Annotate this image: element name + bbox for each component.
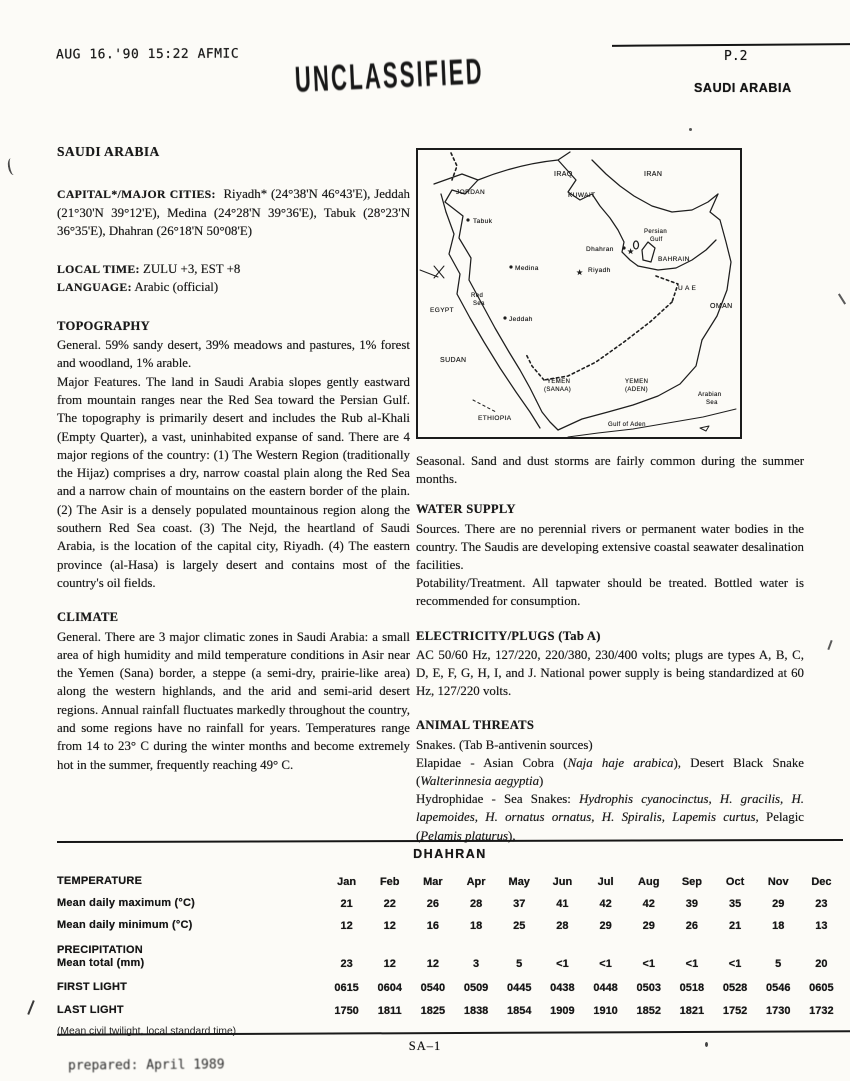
local-time-value: ZULU +3, EST +8 (142, 262, 241, 277)
map-label: IRAQ (554, 171, 573, 178)
table-cell: 1854 (507, 1005, 532, 1017)
water-sources: Sources. There are no perennial rivers or permanent water bodies in the country. The Saudis are developing extensive coastal seawater desalination facilities. (416, 521, 804, 573)
map-city-dot (622, 246, 625, 249)
hydrophidae-text: Hydrophidae - Sea Snakes: (416, 792, 580, 807)
elapidae-text: Elapidae - Asian Cobra ( (416, 755, 568, 770)
table-cell: 18 (469, 920, 483, 932)
table-cell: 1910 (593, 1005, 618, 1017)
table-cell: 23 (340, 958, 353, 970)
electricity-paragraph: AC 50/60 Hz, 127/220, 220/380, 230/400 volts; plugs are types A, B, C, D, E, F, G, H, I, and J. National power supply is being standardized at 60 Hz, 127/220 volts. (416, 647, 804, 699)
prepared-date: prepared: April 1989 (67, 1057, 225, 1074)
table-cell: 0445 (507, 982, 532, 994)
map-label: Sea (706, 400, 718, 406)
map-label: BAHRAIN (658, 256, 690, 263)
map-label: Riyadh (588, 267, 611, 274)
table-cell: 3 (473, 958, 480, 970)
table-cell: 18 (772, 920, 785, 932)
table-cell: <1 (556, 958, 569, 970)
table-row (57, 944, 843, 970)
capital-text: Riyadh* (24°38'N 46°43'E), Jeddah (21°30'N 39°12'E), Medina (24°28'N 39°36'E), Tabuk (28°23'N 36°35'E), Dhahran (26°18'N 50°08'E) (57, 187, 410, 238)
capital-label: CAPITAL*/MAJOR CITIES: (57, 187, 216, 202)
table-cell: 0546 (766, 982, 791, 994)
species-name: Hydrophis cyanocinctus, H. gracilis, H. lapemoides, H. ornatus ornatus, H. Spiralis, Lapemis curtus, (416, 792, 804, 825)
table-cell: 28 (556, 920, 569, 932)
table-cell: 1750 (334, 1005, 359, 1017)
topography-major-features: Major Features. The land in Saudi Arabia slopes gently eastward from mountain ranges near the Red Sea toward the Persian Gulf. The topography is primarily desert and includes the Rub al-Khali (Empty Quarter), a vast, uninhabited expanse of sand. There are 4 major regions of the country: (1) The Western Region (traditionally the Hijaz) comprises a dry, narrow coastal plain along the Red Sea and a narrow chain of mountains on the eastern border of the plain. (2) The Asir is a densely populated mountainous region along the southern Red Sea coast. (3) The Nejd, the heartland of Saudi Arabia, is the location of the capital city, Riyadh. (4) The eastern province (al-Hasa) is largely desert and contains most of the country's oil fields. (57, 374, 410, 590)
table-row (57, 897, 843, 910)
species-name: Naja haje arabica (567, 755, 674, 770)
fax-page-number: P.2 (724, 49, 748, 64)
table-cell: 22 (383, 898, 396, 910)
elapidae-line (416, 754, 804, 790)
climate-heading: CLIMATE (57, 610, 119, 625)
water-potability: Potability/Treatment. All tapwater should be treated. Bottled water is recommended for consumption. (416, 576, 804, 609)
row-label: Mean daily minimum (°C) (57, 919, 193, 931)
language-line (57, 278, 410, 296)
table-cell: 0604 (377, 982, 402, 994)
table-cell: 26 (426, 898, 440, 910)
scan-rule-top-right (612, 43, 850, 47)
table-cell: 12 (383, 958, 396, 970)
table-cell: 16 (426, 920, 440, 932)
table-cell: <1 (599, 958, 612, 970)
local-time-label: LOCAL TIME: (57, 262, 140, 277)
species-name: Walterinnesia aegyptia (420, 774, 540, 789)
climate-table-section (57, 840, 843, 1037)
table-cell: Nov (767, 876, 789, 888)
table-cell: 42 (599, 898, 612, 910)
table-cell: 1825 (420, 1005, 446, 1017)
table-cell: <1 (685, 958, 699, 970)
table-cell: Oct (725, 876, 745, 888)
table-cell: 5 (775, 958, 782, 970)
table-cell: Jan (337, 876, 357, 888)
topography-heading: TOPOGRAPHY (57, 318, 151, 333)
row-label: PRECIPITATION Mean total (mm) (57, 944, 145, 969)
scan-artifact (705, 1042, 708, 1047)
hydrophidae-line (416, 790, 804, 845)
map-label: Dhahran (586, 246, 614, 253)
species-name: Pelamis platurus (420, 828, 509, 843)
table-cell: 1852 (636, 1005, 661, 1017)
table-row (57, 875, 843, 888)
table-cell: <1 (728, 958, 742, 970)
electricity-heading: ELECTRICITY/PLUGS (Tab A) (416, 628, 601, 643)
table-row (57, 919, 843, 932)
map-label: (SANAA) (544, 387, 572, 393)
row-label: FIRST LIGHT (57, 981, 128, 993)
table-cell: 35 (728, 898, 742, 910)
map-label: (ADEN) (625, 387, 649, 393)
table-cell: 1732 (809, 1005, 834, 1017)
table-cell: 12 (340, 920, 353, 932)
table-cell: 12 (426, 958, 440, 970)
map-label: OMAN (710, 303, 733, 310)
table-cell: Sep (681, 876, 702, 888)
table-cell: 29 (599, 920, 612, 932)
topography-general: General. 59% sandy desert, 39% meadows and pastures, 1% forest and woodland, 1% arable. (57, 338, 410, 371)
fax-header-line: AUG 16.'90 15:22 AFMIC (55, 46, 240, 63)
scan-artifact (7, 157, 19, 175)
map-label: EGYPT (430, 307, 455, 314)
table-row (57, 981, 843, 994)
table-cell: 21 (340, 898, 353, 910)
table-cell: 0448 (593, 982, 618, 994)
climate-paragraph: General. There are 3 major climatic zones in Saudi Arabia: a small area of high humidity and mild temperature conditions in Asir near the Yemen (Sana) border, a steppe (a semi-dry, prairie-like area) along the western highlands, and the arid and semi-arid desert regions. Annual rainfall fluctuates markedly throughout the country, and some regions have no rainfall for years. Temperatures range from 14 to 23° C during the winter months and become extremely hot in the summer, frequently reaching 49° C. (57, 629, 410, 772)
map-label: Sea (473, 301, 485, 307)
climate-table (57, 875, 843, 1017)
table-note: (Mean civil twilight, local standard time) (57, 1026, 237, 1037)
table-cell: 37 (513, 898, 526, 910)
map-label: Gulf of Aden (608, 422, 646, 428)
map-label: SUDAN (440, 357, 467, 364)
table-cell: 0438 (550, 982, 575, 994)
table-cell: <1 (642, 958, 656, 970)
table-cell: 1811 (377, 1005, 402, 1017)
local-time-line (57, 260, 410, 278)
water-supply-heading: WATER SUPPLY (416, 502, 516, 517)
table-cell: 1752 (722, 1005, 748, 1017)
map-label: IRAN (644, 171, 663, 178)
map-label: Tabuk (473, 218, 493, 225)
seasonal-paragraph: Seasonal. Sand and dust storms are fairly common during the summer months. (416, 454, 804, 487)
table-cell: Jun (552, 876, 573, 888)
map-label: ETHIOPIA (478, 415, 512, 422)
map-label: JORDAN (456, 189, 486, 196)
map-label: KUWAIT (568, 192, 596, 199)
table-cell: Aug (638, 876, 660, 888)
table-cell: 5 (516, 958, 523, 970)
map-label: U A E (678, 285, 697, 292)
table-cell: 0605 (809, 982, 834, 994)
map-capital-star: ★ (627, 247, 635, 256)
map-city-dot (466, 218, 469, 221)
map-label: Jeddah (509, 316, 533, 323)
map-label: Red (471, 293, 484, 299)
snakes-line: Snakes. (Tab B-antivenin sources) (416, 737, 593, 752)
table-title: DHAHRAN (413, 847, 487, 861)
table-cell: 0528 (722, 982, 748, 994)
table-cell: 20 (815, 958, 828, 970)
unclassified-stamp: UNCLASSIFIED (294, 51, 485, 101)
right-column (416, 148, 804, 845)
table-cell: 21 (728, 920, 742, 932)
table-cell: 29 (642, 920, 655, 932)
table-cell: Dec (811, 876, 832, 888)
country-header: SAUDI ARABIA (694, 81, 792, 95)
map-label: YEMEN (625, 379, 649, 385)
scan-artifact (689, 128, 692, 131)
table-cell: 23 (815, 898, 828, 910)
language-label: LANGUAGE: (57, 280, 132, 295)
table-cell: 13 (815, 920, 828, 932)
language-value: Arabic (official) (134, 280, 219, 295)
map-label: Medina (515, 265, 539, 272)
map-city-dot (503, 316, 506, 319)
table-cell: May (508, 876, 530, 888)
capital-paragraph (57, 185, 410, 240)
table-cell: 26 (685, 920, 699, 932)
table-row (57, 1004, 843, 1017)
table-cell: 1838 (463, 1005, 489, 1017)
table-cell: 25 (513, 920, 526, 932)
page-code: SA–1 (408, 1039, 442, 1053)
scan-artifact (27, 1000, 34, 1015)
row-label: Mean daily maximum (°C) (57, 897, 195, 909)
table-cell: 0615 (334, 982, 359, 994)
elapidae-text: ), Desert Black Snake ( (416, 755, 804, 789)
saudi-arabia-map (416, 148, 742, 439)
table-cell: 0518 (679, 982, 705, 994)
table-cell: 41 (556, 898, 569, 910)
table-cell: 1821 (679, 1005, 705, 1017)
map-label: Persian (644, 229, 668, 235)
row-label: TEMPERATURE (57, 875, 143, 887)
table-cell: 0509 (463, 982, 489, 994)
saudi-map-svg (418, 150, 740, 437)
hydrophidae-text: Pelagic ( (416, 810, 804, 843)
table-cell: 0503 (636, 982, 661, 994)
map-label: Gulf (650, 237, 663, 243)
table-cell: 1730 (766, 1005, 791, 1017)
hydrophidae-text: ), (508, 828, 516, 843)
table-cell: Apr (466, 876, 486, 888)
scan-artifact (827, 640, 832, 650)
table-cell: 42 (642, 898, 655, 910)
table-cell: Jul (597, 876, 614, 888)
table-cell: Feb (379, 876, 400, 888)
elapidae-text: ) (539, 774, 544, 789)
table-cell: 28 (469, 898, 483, 910)
table-cell: 29 (772, 898, 785, 910)
table-cell: 12 (383, 920, 396, 932)
document-title: SAUDI ARABIA (57, 144, 160, 159)
map-capital-star: ★ (576, 268, 584, 277)
table-cell: Mar (423, 876, 443, 888)
left-column (57, 143, 410, 774)
table-cell: 39 (685, 898, 699, 910)
scan-artifact (838, 293, 846, 304)
map-city-dot (509, 265, 512, 268)
table-cell: 0540 (420, 982, 446, 994)
map-label: YEMEN (547, 379, 571, 385)
table-top-rule (57, 839, 843, 843)
table-cell: 1909 (550, 1005, 575, 1017)
row-label: LAST LIGHT (57, 1004, 124, 1016)
map-label: Arabian (698, 392, 722, 398)
animal-threats-heading: ANIMAL THREATS (416, 718, 535, 733)
